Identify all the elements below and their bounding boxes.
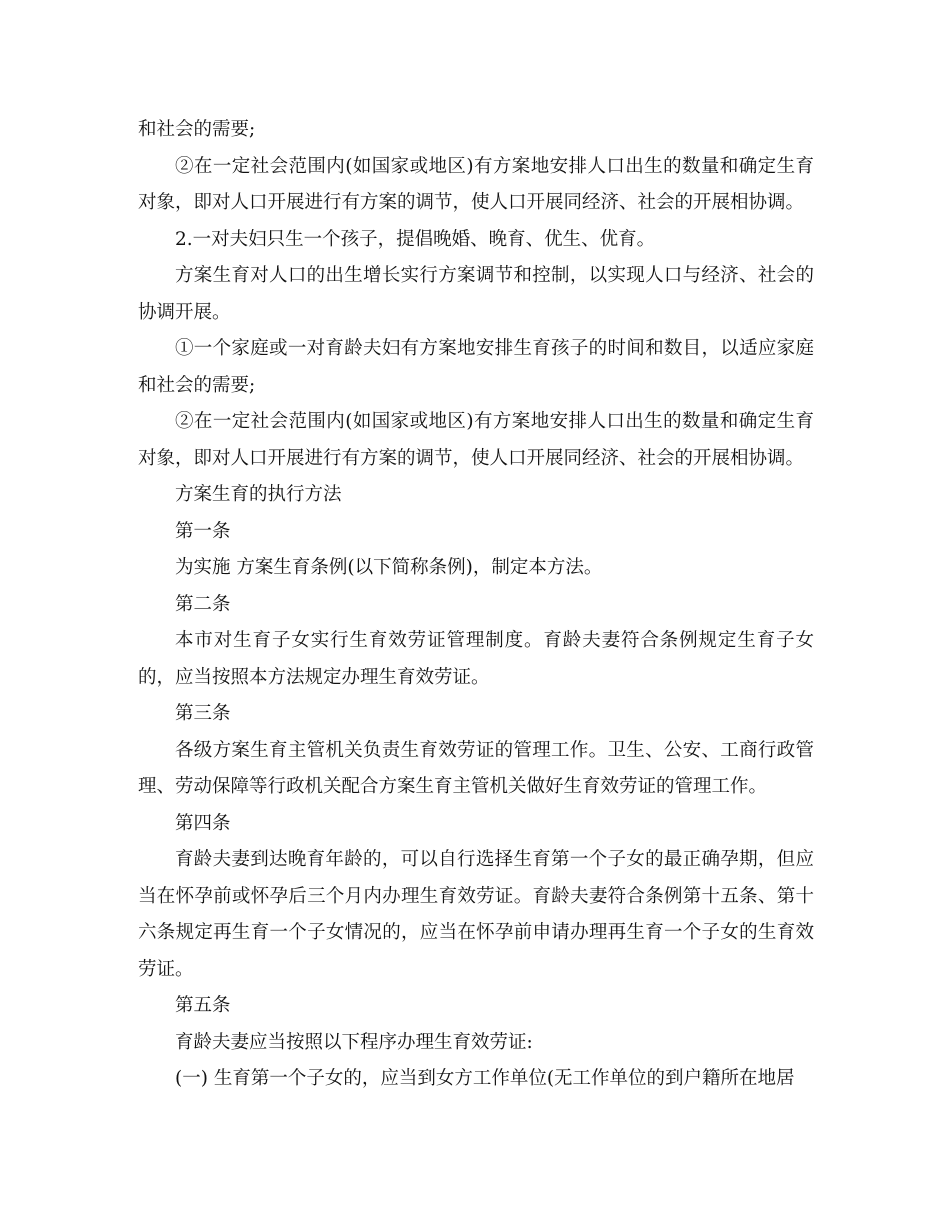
article-4-heading: 第四条: [175, 812, 231, 834]
article-3-heading: 第三条: [175, 703, 231, 724]
article-2-text: 本市对生育子女实行生育效劳证管理制度。育龄夫妻符合条例规定生育子女的，应当按照本方法规定办理生育效劳证。: [138, 630, 814, 688]
paragraph-item-1: ①一个家庭或一对育龄夫妇有方案地安排生育孩子的时间和数目，以适应家庭和社会的需要;: [138, 338, 814, 396]
paragraph-item-2-repeat: ②在一定社会范围内(如国家或地区)有方案地安排人口出生的数量和确定生育对象，即对人口开展进行有方案的调节，使人口开展同经济、社会的开展相协调。: [138, 411, 814, 469]
document-body: [138, 112, 814, 1098]
paragraph-point-2: 2.一对夫妇只生一个孩子，提倡晚婚、晚育、优生、优育。: [175, 228, 656, 250]
article-2-heading: 第二条: [175, 593, 231, 615]
paragraph-continuation: 和社会的需要;: [138, 119, 256, 140]
article-3-text: 各级方案生育主管机关负责生育效劳证的管理工作。卫生、公安、工商行政管理、劳动保障等行政机关配合方案生育主管机关做好生育效劳证的管理工作。: [138, 739, 814, 797]
article-5-item-1: (一) 生育第一个子女的，应当到女方工作单位(无工作单位的到户籍所在地居: [175, 1068, 795, 1089]
article-5-heading: 第五条: [175, 995, 231, 1016]
article-1-text: 为实施 方案生育条例(以下简称条例)，制定本方法。: [175, 557, 603, 578]
paragraph-item-2: ②在一定社会范围内(如国家或地区)有方案地安排人口出生的数量和确定生育对象，即对人口开展进行有方案的调节，使人口开展同经济、社会的开展相协调。: [138, 155, 814, 213]
article-1-heading: 第一条: [175, 520, 231, 542]
article-4-text: 育龄夫妻到达晚育年龄的，可以自行选择生育第一个子女的最正确孕期，但应当在怀孕前或怀孕后三个月内办理生育效劳证。育龄夫妻符合条例第十五条、第十六条规定再生育一个子女情况的，应当在怀孕前申请办理再生育一个子女的生育效劳证。: [138, 849, 814, 980]
section-heading: 方案生育的执行方法: [175, 484, 342, 505]
paragraph-definition: 方案生育对人口的出生增长实行方案调节和控制，以实现人口与经济、社会的协调开展。: [138, 265, 814, 323]
article-5-text: 育龄夫妻应当按照以下程序办理生育效劳证:: [175, 1031, 533, 1053]
